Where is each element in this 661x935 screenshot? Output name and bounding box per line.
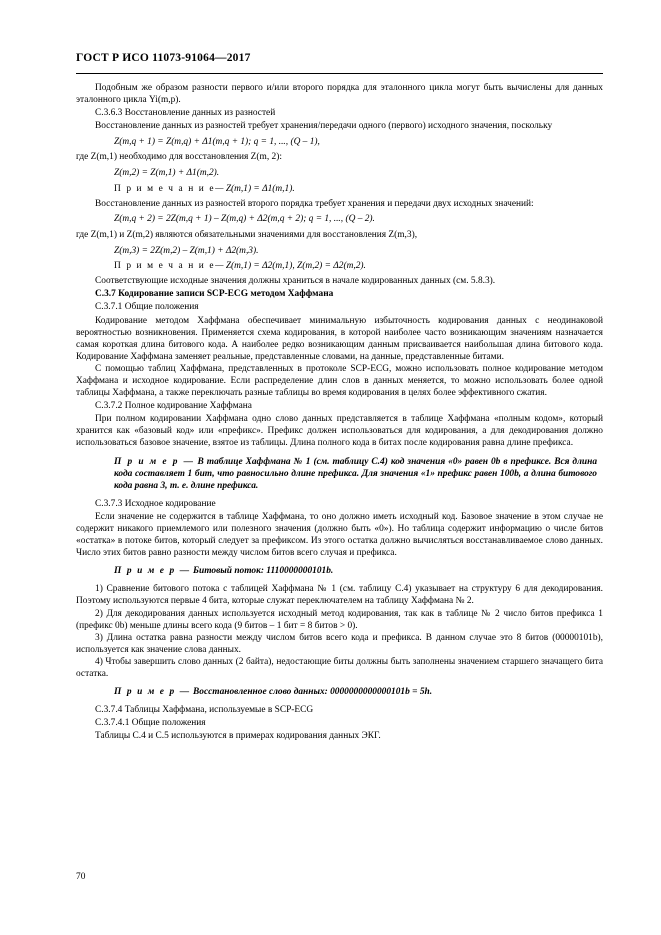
section-heading-c372: С.3.7.2 Полное кодирование Хаффмана — [95, 401, 252, 412]
paragraph: где Z(m,1) необходимо для восстановления Z(m, 2): — [76, 152, 282, 163]
list-item: 1) Сравнение битового потока с таблицей Хаффмана № 1 (см. таблицу С.4) указывает на структуру 6 для декодирования. Поэтому используются первые 4 бита, которые служат переключателем на таблицу Хаффмана № 2. — [76, 584, 603, 607]
example-text: Битовый поток: 1110000000101b. — [190, 566, 334, 577]
formula: Z(m,3) = 2Z(m,2) – Z(m,1) + Δ2(m,3). — [114, 245, 259, 256]
example-block — [76, 686, 603, 698]
note-text: — Z(m,1) = Δ2(m,1), Z(m,2) = Δ2(m,2). — [215, 261, 366, 272]
note — [76, 260, 603, 272]
list-item: 3) Длина остатка равна разности между числом битов всего кода и префикса. В данном случае это 8 битов (00000101b), используется как значение слова данных. — [76, 632, 603, 655]
paragraph: Если значение не содержится в таблице Хаффмана, то оно должно иметь исходный код. Базовое значение в этом случае не содержит никакого приемлемого или полезного значения (должно быть «0»). Но таблица содержит информацию о числе битов «остатка» в потоке битов, который следует за префиксом. Из этого остатка должно вычисляться восстанавливаемое слово данных. Число этих битов равно разности между числом битов всего случая и префикса. — [76, 511, 603, 559]
section-heading-c3741: С.3.7.4.1 Общие положения — [95, 718, 206, 729]
section-heading-c374: С.3.7.4 Таблицы Хаффмана, используемые в SCP-ECG — [95, 705, 314, 716]
page-header: ГОСТ Р ИСО 11073-91064—2017 — [76, 52, 251, 64]
section-heading-c373: С.3.7.3 Исходное кодирование — [95, 498, 216, 509]
header-rule — [76, 73, 603, 74]
paragraph: Восстановление данных из разностей второго порядка требует хранения и передачи двух исходных значений: — [95, 198, 534, 209]
example-text: Восстановленное слово данных: 0000000000000101b = 5h. — [190, 687, 433, 698]
formula: Z(m,q + 1) = Z(m,q) + Δ1(m,q + 1); q = 1, ..., (Q – 1), — [114, 136, 320, 147]
paragraph: Подобным же образом разности первого и/или второго порядка для эталонного цикла могут быть вычислены для данных эталонного цикла Yi(m,p). — [76, 83, 603, 106]
paragraph: Таблицы С.4 и С.5 используются в примерах кодирования данных ЭКГ. — [95, 731, 381, 742]
paragraph: Восстановление данных из разностей требует хранения/передачи одного (первого) исходного значения, поскольку — [95, 121, 553, 132]
paragraph: Соответствующие исходные значения должны храниться в начале кодированных данных (см. 5.8.3). — [95, 276, 496, 287]
note — [76, 183, 603, 195]
document-body — [76, 82, 603, 743]
page-number: 70 — [76, 872, 86, 882]
section-heading-c37: С.3.7 Кодирование записи SCP-ECG методом Хаффмана — [95, 289, 334, 300]
note-text: — Z(m,1) = Δ1(m,1). — [215, 183, 295, 194]
note-label: П р и м е ч а н и е — [114, 183, 216, 194]
example-block — [76, 565, 603, 577]
paragraph: где Z(m,1) и Z(m,2) являются обязательными значениями для восстановления Z(m,3), — [76, 229, 418, 240]
paragraph: При полном кодировании Хаффмана одно слово данных представляется в таблице Хаффмана «полным кодом», который хранится как «базовый код» или «префикс». Префикс должен использоваться для кодирования, а для декодирования должно использоваться базовое значение, взятое из таблицы. Длина полного кода в битах после кодирования равна длине префикса. — [76, 414, 603, 449]
example-text: В таблице Хаффмана № 1 (см. таблицу С.4) код значения «0» равен 0b в префиксе. Вся длина кода составляет 1 бит, что равносильно длине префикса. Для значения «1» префикс равен 100b, а длина битового кода равна 3, т. е. длине префикса. — [114, 456, 598, 491]
list-item: 4) Чтобы завершить слово данных (2 байта), недостающие биты должны быть заполнены значением старшего значащего бита остатка. — [76, 656, 603, 680]
formula: Z(m,2) = Z(m,1) + Δ1(m,2). — [114, 168, 220, 179]
example-label: П р и м е р — — [114, 687, 191, 698]
note-label: П р и м е ч а н и е — [114, 261, 216, 272]
paragraph: Кодирование методом Хаффмана обеспечивает минимальную избыточность кодирования данных с неодинаковой вероятностью возникновения. Применяется схема кодирования, в которой наиболее часто возникающим значениям назначается самая короткая длина битового кода. А наиболее редко возникающим данным присваивается наибольшая длина битового кода. Кодирование Хаффмана заменяет реальные, представленные словами, на данные, представленные битами. — [76, 315, 603, 362]
list-item: 2) Для декодирования данных используется исходный метод кодирования, так как в таблице № 2 число битов префикса 1 (префикс 0b) меньше длины всего кода (9 битов – 1 бит = 8 битов > 0). — [76, 608, 603, 631]
example-label: П р и м е р — — [114, 566, 191, 577]
section-heading-c371: С.3.7.1 Общие положения — [95, 302, 199, 313]
example-label: П р и м е р — — [114, 456, 195, 467]
section-heading-c363: С.3.6.3 Восстановление данных из разностей — [95, 108, 276, 119]
example-block — [76, 456, 603, 492]
formula: Z(m,q + 2) = 2Z(m,q + 1) – Z(m,q) + Δ2(m,q + 2); q = 1, ..., (Q – 2). — [114, 214, 375, 225]
paragraph: С помощью таблиц Хаффмана, представленных в протоколе SCP-ECG, можно использовать полное кодирование методом Хаффмана и исходное кодирование. Если распределение длин слов в данных меняется, то можно использовать более одной таблицы Хаффмана, а также переключать разные таблицы во время кодирования в целях более эффективного сжатия. — [76, 363, 603, 399]
